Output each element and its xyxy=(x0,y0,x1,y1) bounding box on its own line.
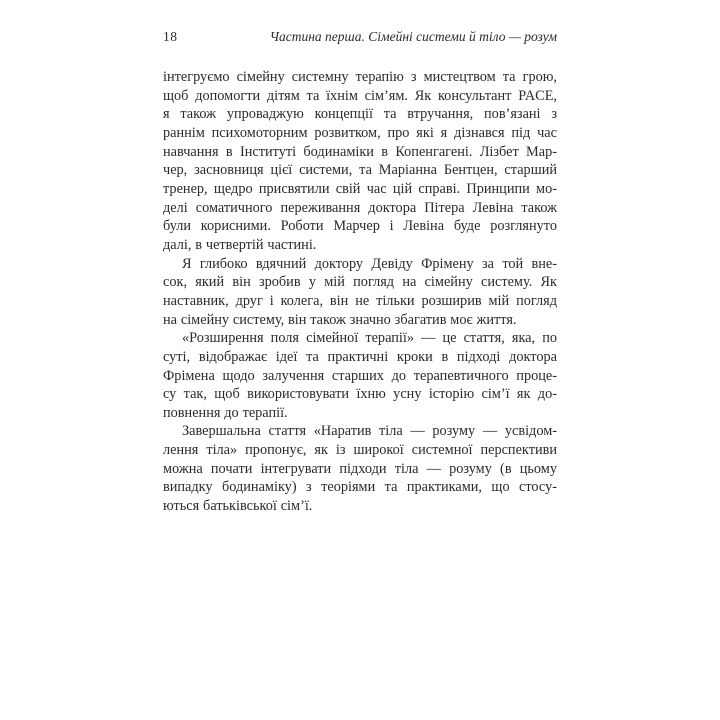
paragraph xyxy=(163,422,557,515)
paragraph xyxy=(163,255,557,330)
body-text-block xyxy=(163,68,557,516)
text-line: були корисними. Роботи Марчер і Левіна буде розглянуто xyxy=(163,218,557,235)
running-head-title: Частина перша. Сімейні системи й тіло — розум xyxy=(269,29,557,44)
text-line: су так, щоб використовувати їхню усну історію сім’ї як до- xyxy=(163,386,557,403)
page-number: 18 xyxy=(163,29,178,44)
text-line: сок, який він зробив у мій погляд на сімейну систему. Як xyxy=(163,274,557,291)
text-line: можна почати інтегрувати підходи тіла — розуму (в цьому xyxy=(163,460,557,477)
text-line: чер, засновниця цієї системи, та Маріанна Бентцен, старший xyxy=(163,162,557,179)
text-line: інтегруємо сімейну системну терапію з мистецтвом та грою, xyxy=(163,69,557,85)
text-line: лення тіла» пропонує, як із широкої системної перспективи xyxy=(163,442,557,459)
text-line: делі соматичного переживання доктора Пітера Левіна також xyxy=(163,199,557,216)
text-line: тренер, щедро присвятили свій час цій справі. Принципи мо- xyxy=(163,180,557,197)
text-line: щоб допомогти дітям та їхнім сім’ям. Як консультант PACE, xyxy=(163,87,557,104)
text-line: Я глибоко вдячний доктору Девіду Фрімену за той вне- xyxy=(182,255,557,272)
text-line: раннім психомоторним розвитком, про які я дізнався під час xyxy=(163,124,557,141)
text-line: Завершальна стаття «Наратив тіла — розуму — усвідом- xyxy=(182,423,557,440)
text-line: випадку бодинаміку) з теоріями та практиками, що стосу- xyxy=(163,479,557,496)
text-line: навчання в Інституті бодинаміки в Копенгагені. Лізбет Мар- xyxy=(163,143,557,160)
paragraph xyxy=(163,68,557,255)
text-line: я також упроваджую концепції та втручання, пов’язані з xyxy=(163,106,557,123)
text-line: «Розширення поля сімейної терапії» — це стаття, яка, по xyxy=(182,330,557,347)
text-line: ються батьківської сім’ї. xyxy=(163,498,313,515)
text-line: далі, в четвертій частині. xyxy=(163,236,317,253)
paragraph xyxy=(163,329,557,422)
text-line: суті, відображає ідеї та практичні кроки в підході доктора xyxy=(163,348,557,365)
text-line: на сімейну систему, він також значно збагатив моє життя. xyxy=(163,311,517,328)
text-line: Фрімена щодо залучення старших до терапевтичного проце- xyxy=(163,367,557,384)
text-line: наставник, друг і колега, він не тільки розширив мій погляд xyxy=(163,292,557,309)
running-header xyxy=(163,29,557,45)
text-line: повнення до терапії. xyxy=(163,404,288,421)
